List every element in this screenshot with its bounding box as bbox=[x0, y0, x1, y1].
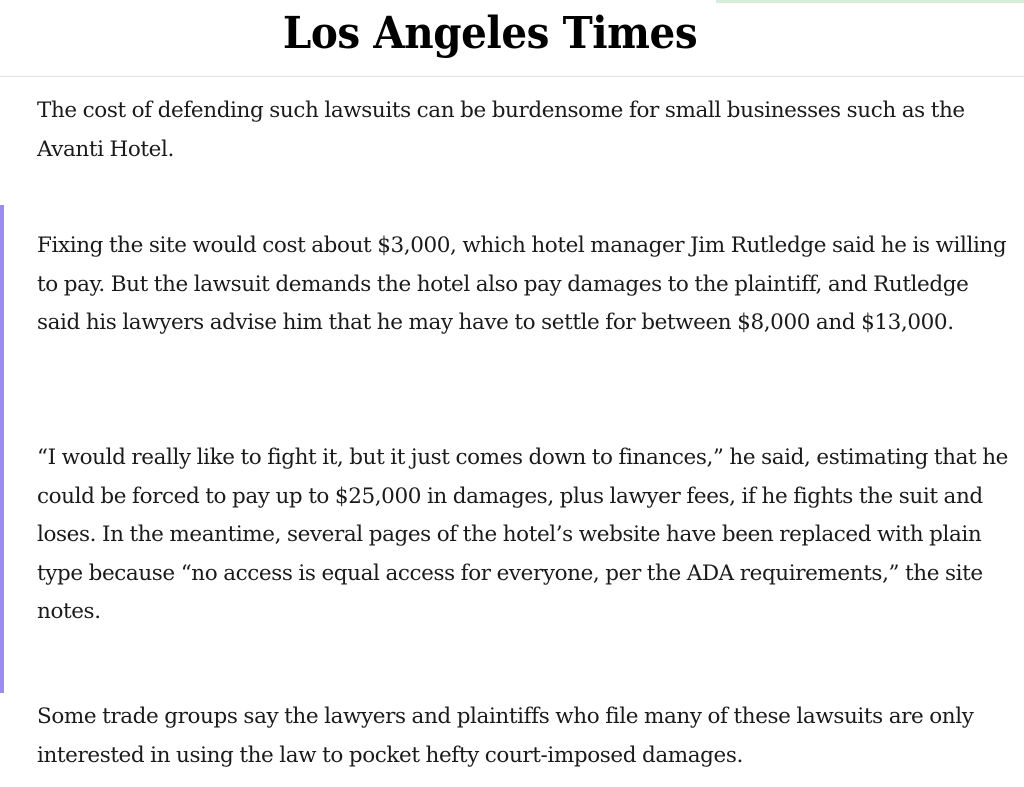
article-paragraph-4: Some trade groups say the lawyers and plaintiffs who file many of these lawsuits are only interested in using the law to pocket hefty court-imposed damages. bbox=[37, 704, 974, 768]
article-paragraph-2: Fixing the site would cost about $3,000, which hotel manager Jim Rutledge said he is willing to pay. But the lawsuit demands the hotel also pay damages to the plaintiff, and Rutledge said his lawyers advise him that he may have to settle for between $8,000 and $13,000. bbox=[37, 233, 1007, 335]
masthead-accent-line bbox=[716, 0, 1024, 3]
masthead bbox=[0, 0, 1024, 77]
article-paragraph-3: “I would really like to fight it, but it just comes down to finances,” he said, estimating that he could be forced to pay up to $25,000 in damages, plus lawyer fees, if he fights the suit and loses. In the meantime, several pages of the hotel’s website have been replaced with plain type because “no access is equal access for everyone, per the ADA requirements,” the site notes. bbox=[37, 445, 1008, 624]
quote-accent-bar bbox=[0, 205, 4, 693]
site-logo[interactable]: Los Angeles Times bbox=[282, 8, 698, 59]
article-paragraph-1: The cost of defending such lawsuits can be burdensome for small businesses such as the Avanti Hotel. bbox=[37, 98, 965, 162]
